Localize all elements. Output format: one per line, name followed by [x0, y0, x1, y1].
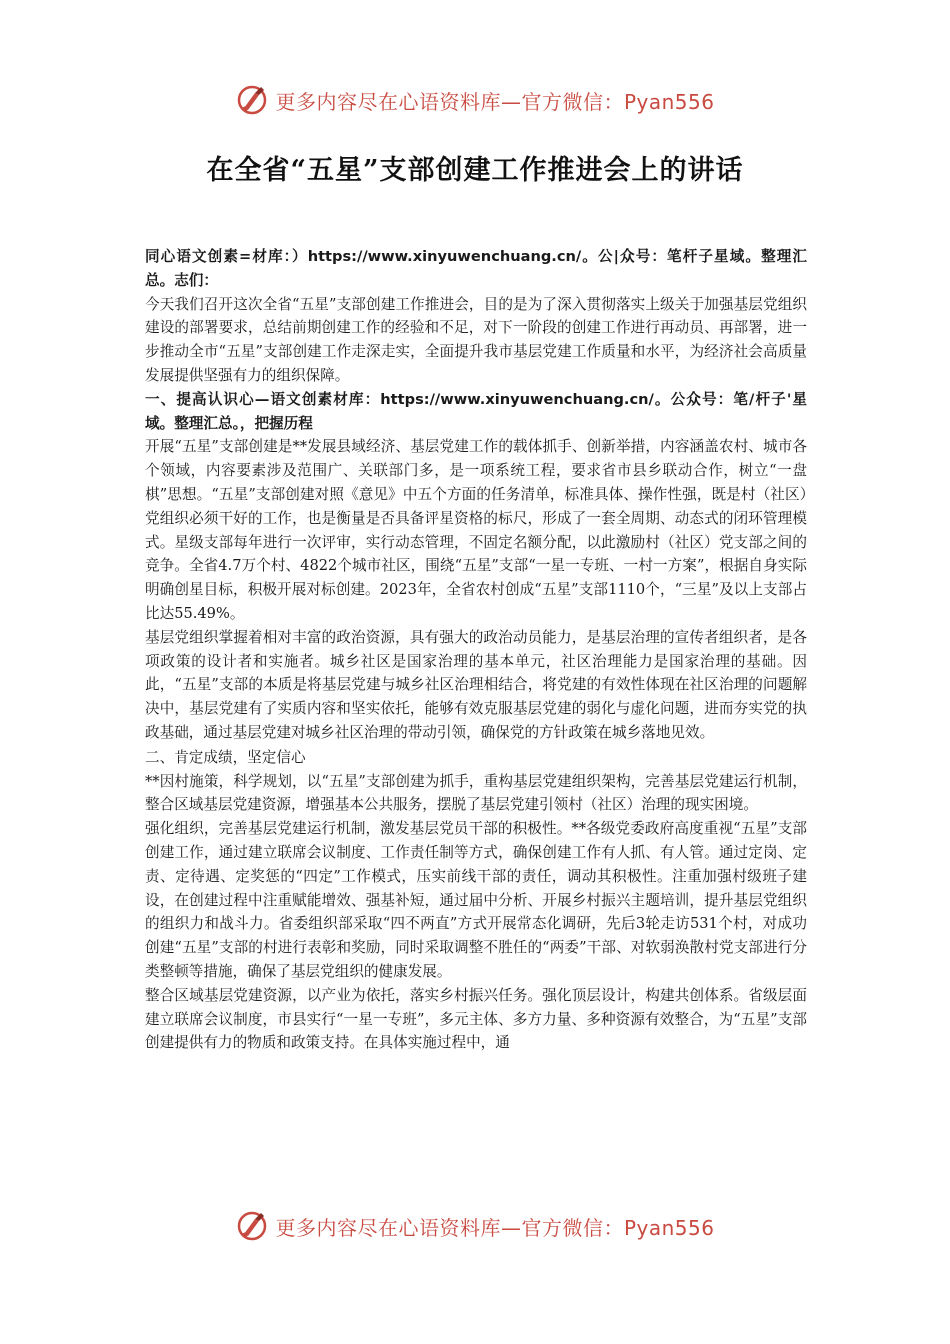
paragraph: **因村施策，科学规划，以“五星”支部创建为抓手，重构基层党建组织架构，完善基层党建运行机制，整合区域基层党建资源，增强基本公共服务，摆脱了基层党建引领村（社区）治理的现实困境。 [145, 772, 807, 814]
watermark-text: 更多内容尽在心语资料库—官方微信：Pyan556 [275, 89, 715, 114]
watermark-footer [0, 1206, 950, 1246]
watermark-text: 更多内容尽在心语资料库—官方微信：Pyan556 [275, 1215, 715, 1240]
brush-logo-icon [235, 1208, 271, 1244]
page-title: 在全省“五星”支部创建工作推进会上的讲话 [206, 155, 744, 186]
document-body [145, 245, 807, 1055]
paragraph: 整合区域基层党建资源，以产业为依托，落实乡村振兴任务。强化顶层设计，构建共创体系。省级层面建立联席会议制度，市县实行“一星一专班”，多元主体、多方力量、多种资源有效整合，为“五星”支部创建提供有力的物质和政策支持。在具体实施过程中，通 [145, 986, 807, 1052]
brush-logo-icon [235, 82, 271, 118]
source-note: 同心语文创素=材库：）https://www.xinyuwenchuang.cn/。公|众号：笔杆子星域。整理汇总。志们： [145, 248, 807, 289]
paragraph: 开展“五星”支部创建是**发展县域经济、基层党建工作的载体抓手、创新举措，内容涵盖农村、城市各个领域，内容要素涉及范围广、关联部门多，是一项系统工程，要求省市县乡联动合作，树立“一盘棋”思想。“五星”支部创建对照《意见》中五个方面的任务清单，标准具体、操作性强，既是村（社区）党组织必须干好的工作，也是衡量是否具备评星资格的标尺，形成了一套全周期、动态式的闭环管理模式。星级支部每年进行一次评审，实行动态管理，不固定名额分配，以此激励村（社区）党支部之间的竞争。全省4.7万个村、4822个城市社区，围绕“五星”支部“一星一专班、一村一方案”，根据自身实际明确创星目标，积极开展对标创建。2023年，全省农村创成“五星”支部1110个，“三星”及以上支部占比达55.49%。 [145, 438, 807, 622]
section-heading-1: 一、提高认识心—语文创素材库：https://www.xinyuwenchuang.cn/。公众号：笔/杆子'星域。整理汇总。，把握历程 [145, 390, 807, 432]
section-heading-2: 二、肯定成绩，坚定信心 [145, 748, 306, 766]
paragraph: 基层党组织掌握着相对丰富的政治资源，具有强大的政治动员能力，是基层治理的宣传者组织者，是各项政策的设计者和实施者。城乡社区是国家治理的基本单元，社区治理能力是国家治理的基础。因此，“五星”支部的本质是将基层党建与城乡社区治理相结合，将党建的有效性体现在社区治理的问题解决中，基层党建有了实质内容和坚实依托，能够有效克服基层党建的弱化与虚化问题，进而夯实党的执政基础，通过基层党建对城乡社区治理的带动引领，确保党的方针政策在城乡落地见效。 [145, 628, 807, 741]
paragraph: 强化组织，完善基层党建运行机制，激发基层党员干部的积极性。**各级党委政府高度重视“五星”支部创建工作，通过建立联席会议制度、工作责任制等方式，确保创建工作有人抓、有人管。通过定岗、定责、定待遇、定奖惩的“四定”工作模式，压实前线干部的责任，调动其积极性。注重加强村级班子建设，在创建过程中注重赋能增效、强基补短，通过届中分析、开展乡村振兴主题培训，提升基层党组织的组织力和战斗力。省委组织部采取“四不两直”方式开展常态化调研，先后3轮走访531个村，对成功创建“五星”支部的村进行表彰和奖励，同时采取调整不胜任的“两委”干部、对软弱涣散村党支部进行分类整顿等措施，确保了基层党组织的健康发展。 [145, 820, 807, 980]
watermark-header [0, 80, 950, 120]
paragraph: 今天我们召开这次全省“五星”支部创建工作推进会，目的是为了深入贯彻落实上级关于加强基层党组织建设的部署要求，总结前期创建工作的经验和不足，对下一阶段的创建工作进行再动员、再部署，进一步推动全市“五星”支部创建工作走深走实，全面提升我市基层党建工作质量和水平，为经济社会高质量发展提供坚强有力的组织保障。 [145, 295, 807, 384]
